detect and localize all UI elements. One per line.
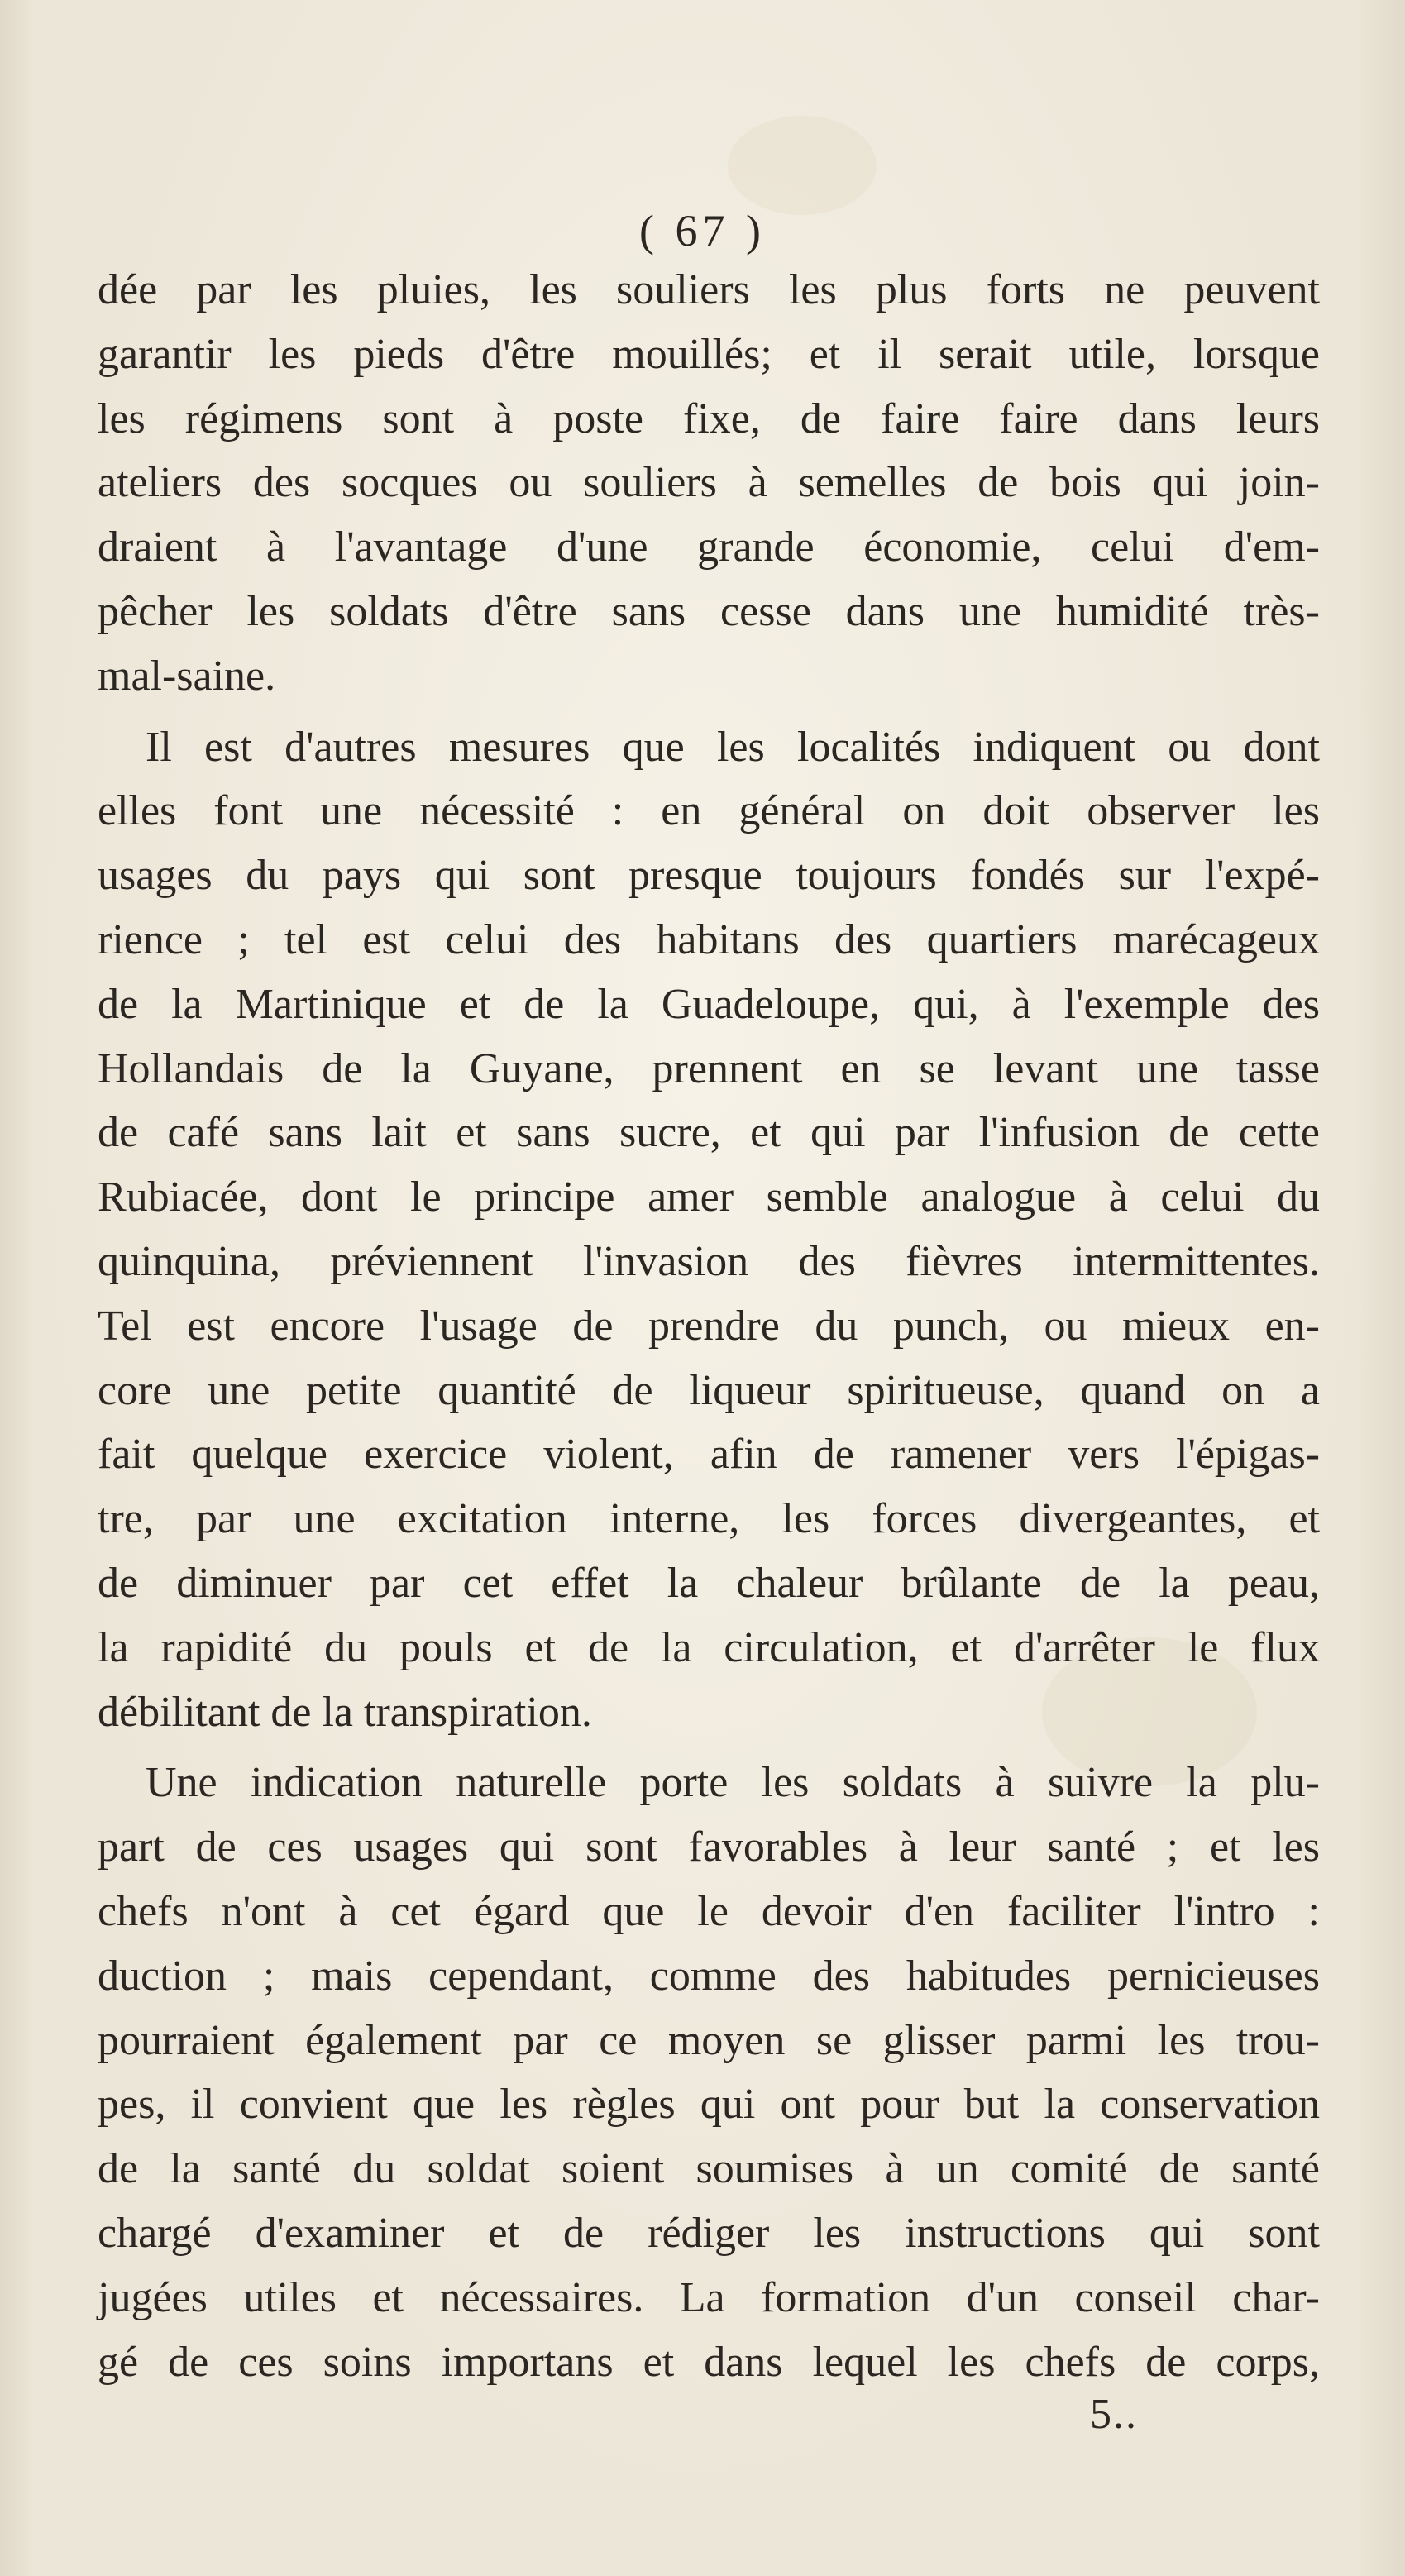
text-line: dée par les pluies, les souliers les plus forts ne peuvent <box>98 266 1320 313</box>
paragraph-1 <box>98 258 1320 709</box>
text-line: rience ; tel est celui des habitans des quartiers marécageux <box>98 915 1320 963</box>
text-line: gé de ces soins importans et dans lequel les chefs de corps, <box>98 2338 1320 2386</box>
text-line: Tel est encore l'usage de prendre du punch, ou mieux en- <box>98 1302 1320 1350</box>
page-number: ( 67 ) <box>639 206 766 256</box>
text-line: pourraient également par ce moyen se glisser parmi les trou- <box>98 2016 1320 2064</box>
text-line: la rapidité du pouls et de la circulation, et d'arrêter le flux <box>98 1623 1320 1671</box>
text-line: de la Martinique et de la Guadeloupe, qui, à l'exemple des <box>98 980 1320 1028</box>
signature-mark: 5.. <box>1090 2391 1138 2438</box>
text-line: part de ces usages qui sont favorables à leur santé ; et les <box>98 1823 1320 1871</box>
text-line: Une indication naturelle porte les soldats à suivre la plu- <box>146 1759 1320 1807</box>
text-line: garantir les pieds d'être mouillés; et il serait utile, lorsque <box>98 330 1320 378</box>
paper-stain <box>728 116 877 215</box>
text-line: Il est d'autres mesures que les localités indiquent ou dont <box>146 723 1320 771</box>
text-line: chargé d'examiner et de rédiger les instructions qui sont <box>98 2209 1320 2257</box>
text-line: tre, par une excitation interne, les forces divergeantes, et <box>98 1495 1320 1543</box>
text-line: core une petite quantité de liqueur spiritueuse, quand on a <box>98 1366 1320 1414</box>
text-line: fait quelque exercice violent, afin de ramener vers l'épigas- <box>98 1431 1320 1479</box>
text-line: les régimens sont à poste fixe, de faire faire dans leurs <box>98 394 1320 442</box>
paragraph-3 <box>98 1751 1320 2394</box>
text-line: ateliers des socques ou souliers à semelles de bois qui join- <box>98 459 1320 507</box>
text-line: de la santé du soldat soient soumises à un comité de santé <box>98 2145 1320 2193</box>
text-line: de café sans lait et sans sucre, et qui par l'infusion de cette <box>98 1109 1320 1157</box>
text-line: pes, il convient que les règles qui ont pour but la conservation <box>98 2081 1320 2129</box>
text-line: duction ; mais cependant, comme des habitudes pernicieuses <box>98 1952 1320 2000</box>
body-text <box>98 258 1320 2394</box>
text-line: quinquina, préviennent l'invasion des fièvres intermittentes. <box>98 1237 1320 1285</box>
paragraph-2 <box>98 715 1320 1745</box>
text-line: jugées utiles et nécessaires. La formation d'un conseil char- <box>98 2273 1320 2321</box>
text-line: Hollandais de la Guyane, prennent en se levant une tasse <box>98 1044 1320 1092</box>
text-line: Rubiacée, dont le principe amer semble analogue à celui du <box>98 1173 1320 1221</box>
text-line: usages du pays qui sont presque toujours fondés sur l'expé- <box>98 852 1320 900</box>
paragraph-gap <box>98 709 1320 715</box>
text-line: débilitant de la transpiration. <box>98 1688 592 1736</box>
text-line: chefs n'ont à cet égard que le devoir d'en faciliter l'intro : <box>98 1887 1320 1935</box>
paragraph-gap <box>98 1744 1320 1751</box>
text-line: mal-saine. <box>98 652 276 700</box>
text-line: draient à l'avantage d'une grande économie, celui d'em- <box>98 523 1320 571</box>
text-line: pêcher les soldats d'être sans cesse dans une humidité très- <box>98 587 1320 635</box>
text-line: de diminuer par cet effet la chaleur brûlante de la peau, <box>98 1559 1320 1607</box>
text-line: elles font une nécessité : en général on doit observer les <box>98 787 1320 835</box>
